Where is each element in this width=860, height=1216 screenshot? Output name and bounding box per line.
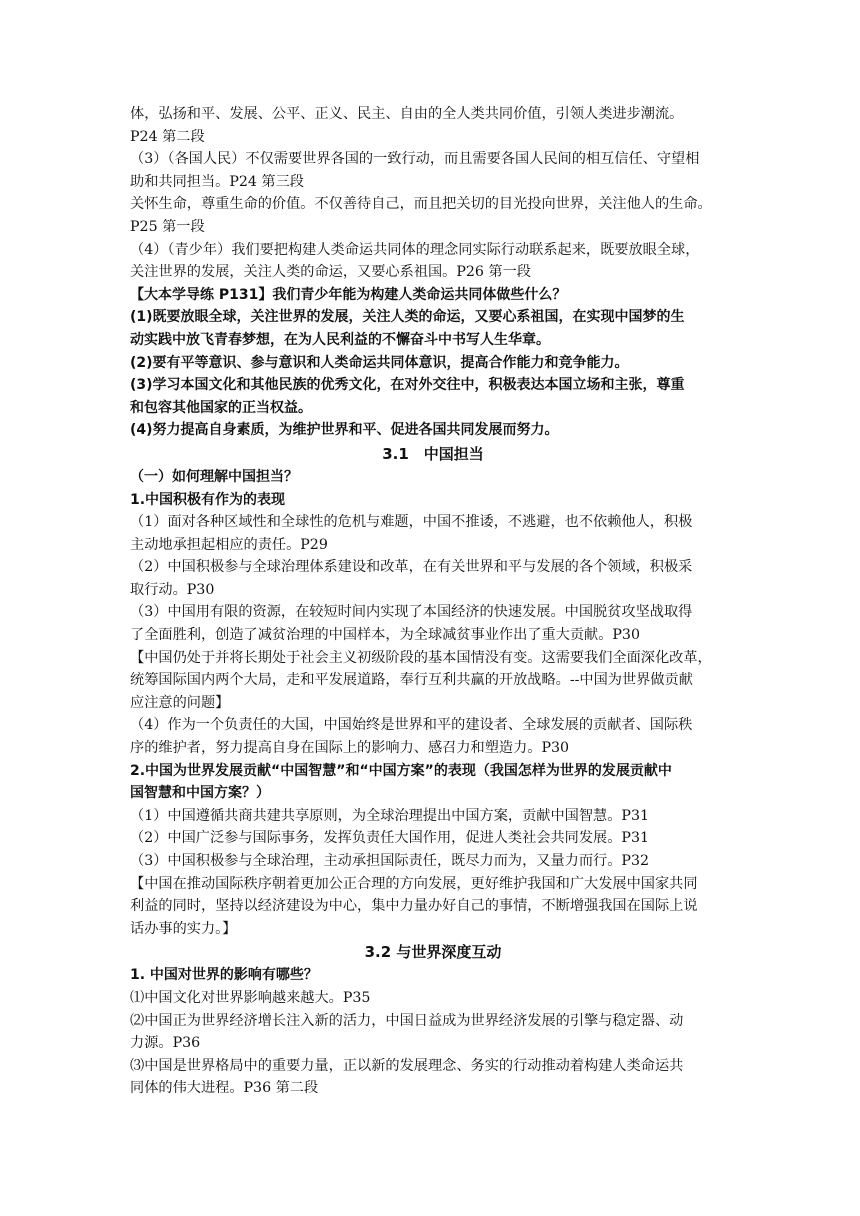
text-line: （4）作为一个负责任的大国，中国始终是世界和平的建设者、全球发展的贡献者、国际秩 xyxy=(130,717,693,734)
bold-text-line: (4)努力提高自身素质，为维护世界和平、促进各国共同发展而努力。 xyxy=(130,422,559,439)
text-line: P25 第一段 xyxy=(130,218,205,235)
text-line: 统筹国际国内两个大局，走和平发展道路，奉行互利共赢的开放战略。--中国为世界做贡献 xyxy=(130,672,693,689)
bold-text-line: 和包容其他国家的正当权益。 xyxy=(130,399,312,416)
text-line: ⑴中国文化对世界影响越来越大。P35 xyxy=(130,989,371,1006)
text-line: P24 第二段 xyxy=(130,128,205,145)
text-line: （1）中国遵循共商共建共享原则，为全球治理提出中国方案，贡献中国智慧。P31 xyxy=(130,807,650,824)
bold-text-line: (3)学习本国文化和其他民族的优秀文化，在对外交往中，积极表达本国立场和主张，尊重 xyxy=(130,377,685,394)
bold-text-line: 【大本学导练 P131】我们青少年能为构建人类命运共同体做些什么？ xyxy=(130,286,567,303)
text-line: （3）中国积极参与全球治理，主动承担国际责任，既尽力而为，又量力而行。P32 xyxy=(130,853,650,869)
text-line: ⑶中国是世界格局中的重要力量，正以新的发展理念、务实的行动推动着构建人类命运共 xyxy=(130,1057,684,1074)
text-line: 了全面胜利，创造了减贫治理的中国样本，为全球减贫事业作出了重大贡献。P30 xyxy=(130,627,640,644)
text-line: 【中国在推动国际秩序朝着更加公正合理的方向发展，更好维护我国和广大发展中国家共同 xyxy=(130,875,698,892)
bold-text-line: 2.中国为世界发展贡献“中国智慧”和“中国方案”的表现（我国怎样为世界的发展贡献中 xyxy=(130,762,672,779)
text-line: 主动地承担起相应的责任。P29 xyxy=(130,536,328,553)
text-line: （2）中国广泛参与国际事务，发挥负责任大国作用，促进人类社会共同发展。P31 xyxy=(130,830,650,847)
text-line: 助和共同担当。P24 第三段 xyxy=(130,173,304,190)
text-line: 【中国仍处于并将长期处于社会主义初级阶段的基本国情没有变。这需要我们全面深化改革， xyxy=(130,649,712,666)
bold-text-line: (1)既要放眼全球，关注世界的发展，关注人类的命运，又要心系祖国，在实现中国梦的生 xyxy=(130,309,685,326)
bold-text-line: 国智慧和中国方案？） xyxy=(130,785,270,802)
bold-text-line: （一）如何理解中国担当？ xyxy=(130,468,298,485)
text-line: 关注世界的发展，关注人类的命运，又要心系祖国。P26 第一段 xyxy=(130,264,531,281)
text-line: （1）面对各种区域性和全球性的危机与难题，中国不推诿，不逃避，也不依赖他人，积极 xyxy=(130,514,693,531)
text-line: 话办事的实力。】 xyxy=(130,920,237,937)
text-line: （3）（各国人民）不仅需要世界各国的一致行动，而且需要各国人民间的相互信任、守望相 xyxy=(130,151,700,168)
section-heading: 3.1 中国担当 xyxy=(382,444,484,463)
text-line: 同体的伟大进程。P36 第二段 xyxy=(130,1080,319,1097)
text-line: 力源。P36 xyxy=(130,1035,201,1052)
section-heading: 3.2 与世界深度互动 xyxy=(364,943,502,962)
text-line: （4）（青少年）我们要把构建人类命运共同体的理念同实际行动联系起来，既要放眼全球， xyxy=(130,241,700,258)
bold-text-line: 动实践中放飞青春梦想，在为人民利益的不懈奋斗中书写人生华章。 xyxy=(130,331,550,348)
bold-text-line: 1. 中国对世界的影响有哪些？ xyxy=(130,967,318,984)
text-line: 应注意的问题】 xyxy=(130,694,230,711)
document-page xyxy=(130,103,736,1100)
text-line: （2）中国积极参与全球治理体系建设和改革，在有关世界和平与发展的各个领域，积极采 xyxy=(130,559,693,576)
text-line: 利益的同时，坚持以经济建设为中心，集中力量办好自己的事情，不断增强我国在国际上说 xyxy=(130,898,698,915)
text-line: 体，弘扬和平、发展、公平、正义、民主、自由的全人类共同价值，引领人类进步潮流。 xyxy=(130,106,684,122)
text-line: 序的维护者，努力提高自身在国际上的影响力、感召力和塑造力。P30 xyxy=(130,740,570,757)
text-line: 关怀生命，尊重生命的价值。不仅善待自己，而且把关切的目光投向世界，关注他人的生命。 xyxy=(130,196,712,213)
text-line: 取行动。P30 xyxy=(130,581,215,598)
text-line: ⑵中国正为世界经济增长注入新的活力，中国日益成为世界经济发展的引擎与稳定器、动 xyxy=(130,1012,684,1029)
bold-text-line: 1.中国积极有作为的表现 xyxy=(130,491,286,508)
text-line: （3）中国用有限的资源，在较短时间内实现了本国经济的快速发展。中国脱贫攻坚战取得 xyxy=(130,604,693,621)
bold-text-line: (2)要有平等意识、参与意识和人类命运共同体意识，提高合作能力和竞争能力。 xyxy=(130,354,629,371)
